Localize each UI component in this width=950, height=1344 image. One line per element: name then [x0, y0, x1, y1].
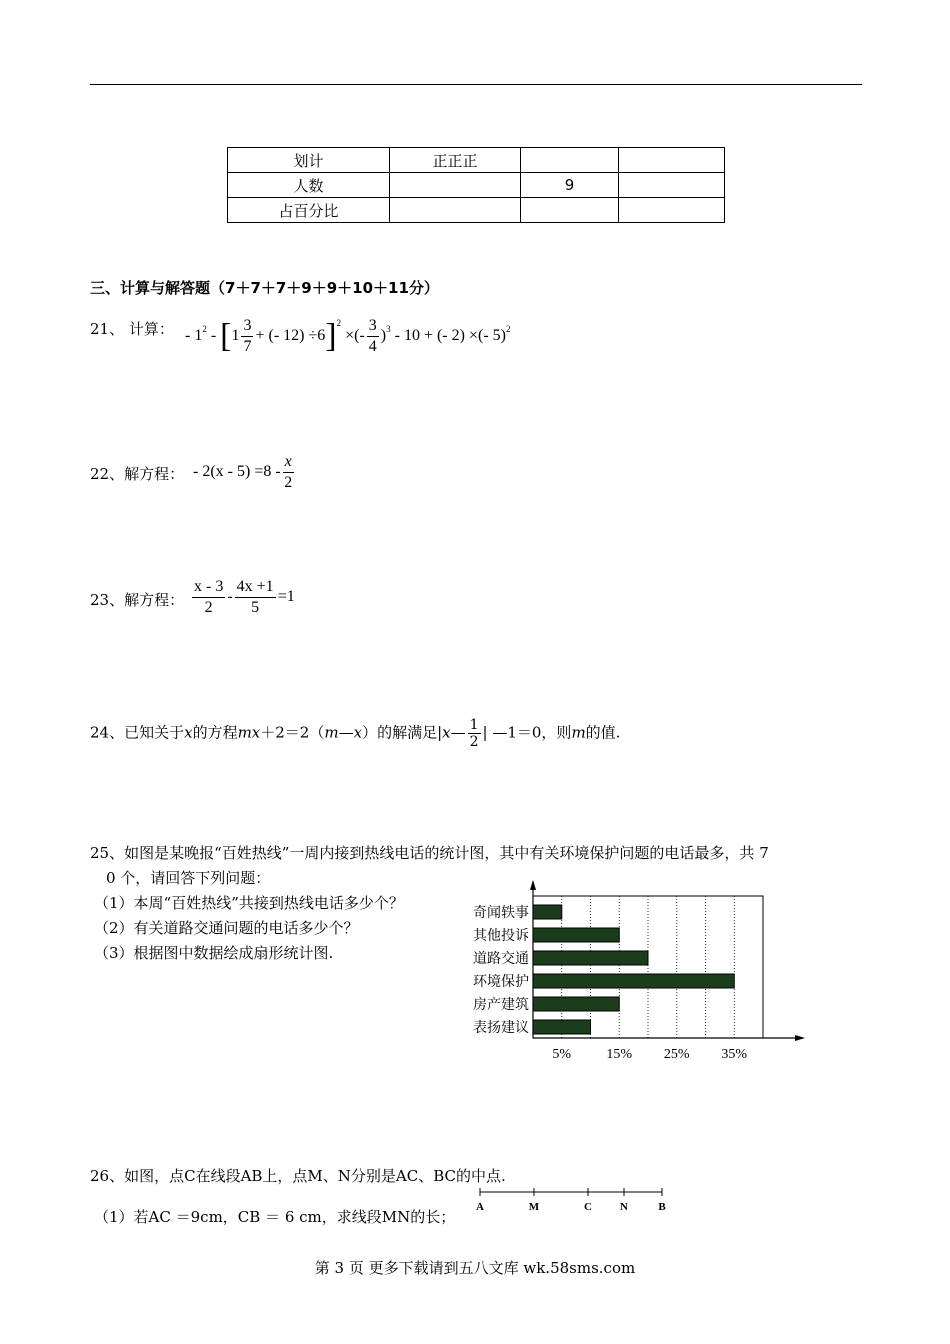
q22-fraction [283, 452, 294, 493]
category-label: 环境保护 [473, 974, 529, 990]
q25-sub3: （3）根据图中数据绘成扇形统计图. [94, 944, 334, 962]
point-label: B [658, 1201, 666, 1213]
q21-term: - 10 + (- 2) ×(- 5) [394, 327, 506, 345]
q21-exp: 3 [386, 324, 391, 335]
q23-op: - [227, 588, 233, 606]
q24-part: 24、已知关于 [90, 723, 185, 742]
frac-den: 2 [204, 599, 213, 616]
q26-sub1: （1）若AC ＝9cm，CB ＝ 6 cm，求线段MN的长； [94, 1208, 456, 1226]
q23-equation [190, 577, 295, 618]
category-label: 其他投诉 [473, 928, 529, 944]
q23-fraction [235, 577, 276, 618]
table-cell: 划计 [228, 148, 390, 173]
q23-fraction [192, 577, 225, 618]
tick-label: 5% [552, 1047, 572, 1062]
table-row [228, 198, 725, 223]
q24-var: mx [237, 723, 261, 742]
q21-exp: 2 [505, 324, 511, 335]
category-label: 表扬建议 [473, 1020, 529, 1036]
point-label: C [584, 1201, 592, 1213]
left-bracket: [ [220, 317, 232, 355]
x-axis-arrow [795, 1035, 805, 1041]
frac-num: 4x +1 [235, 577, 276, 598]
q24-part: | —1＝0，则 [482, 723, 572, 742]
q24-part: 的值. [585, 723, 621, 742]
q21-expression [185, 316, 510, 357]
q22-lhs: - 2(x - 5) =8 - [193, 463, 281, 481]
table-cell: 占百分比 [228, 198, 390, 223]
table-row [228, 148, 725, 173]
point-label: M [528, 1201, 540, 1213]
category-label: 奇闻轶事 [473, 905, 529, 921]
q22-label: 22、解方程： [90, 465, 185, 483]
q24-fraction [468, 717, 481, 750]
table-cell: 人数 [228, 173, 390, 198]
header-rule [90, 84, 862, 85]
q21-exp: 2 [202, 324, 207, 335]
q21-mixed-whole: 1 [231, 327, 240, 345]
table-cell [619, 173, 725, 198]
bar [533, 974, 734, 988]
frac-den: 4 [368, 338, 377, 355]
tick-label: 25% [663, 1047, 690, 1062]
q21-term: - 1 [185, 327, 203, 345]
point-label: N [620, 1201, 628, 1213]
bar [533, 951, 648, 965]
q21-fraction [367, 316, 379, 357]
q24-part: ）的解满足| [362, 723, 443, 742]
tally-table [227, 147, 725, 223]
segment-diagram [470, 1182, 680, 1216]
q24-part: ＋2＝2（ [260, 723, 325, 742]
q23-label: 23、解方程： [90, 591, 185, 609]
table-cell: 9 [521, 173, 619, 198]
tick-label: 35% [721, 1047, 748, 1062]
q25-sub2: （2）有关道路交通问题的电话多少个？ [94, 919, 359, 937]
y-axis-arrow [530, 880, 536, 890]
bar [533, 1020, 591, 1034]
q21-label: 21、 计算： [90, 320, 174, 338]
q23-rhs: =1 [277, 588, 295, 606]
section-title: 三、计算与解答题（7＋7＋7＋9＋9＋10＋11分） [90, 279, 439, 297]
q24-var: x [184, 723, 193, 742]
q21-fraction [241, 316, 253, 357]
point-label: A [476, 1201, 484, 1213]
q24-part: — [450, 723, 466, 742]
q25-line1: 25、如图是某晚报“百姓热线”一周内接到热线电话的统计图，其中有关环境保护问题的电话最多，共 7 [90, 844, 769, 862]
frac-num: x - 3 [192, 577, 225, 598]
table-cell [390, 173, 521, 198]
category-label: 道路交通 [473, 951, 529, 967]
table-cell [521, 148, 619, 173]
tick-label: 15% [606, 1047, 633, 1062]
q24-var: m [571, 723, 586, 742]
table-cell [521, 198, 619, 223]
q26-line1: 26、如图，点C在线段AB上，点M、N分别是AC、BC的中点. [90, 1167, 506, 1185]
bar [533, 905, 562, 919]
q22-equation [193, 452, 296, 493]
q25-line2: 0 个，请回答下列问题： [106, 869, 271, 887]
frac-den: 2 [469, 734, 479, 750]
table-cell [619, 198, 725, 223]
right-bracket: ] [325, 317, 337, 355]
q21-term: - [210, 327, 217, 345]
frac-num: 3 [367, 316, 379, 337]
bar-chart [455, 878, 815, 1068]
q24-var: x [353, 723, 363, 742]
q24-var: x [442, 723, 451, 742]
frac-num: 3 [241, 316, 253, 337]
table-cell: 正正正 [390, 148, 521, 173]
table-cell [619, 148, 725, 173]
page-footer: 第 3 页 更多下载请到五八文库 wk.58sms.com [314, 1259, 636, 1277]
q21-term: ) [380, 327, 387, 345]
table-row [228, 173, 725, 198]
q21-term: ×(- [345, 327, 365, 345]
frac-den: 5 [251, 599, 260, 616]
q24-var: m [324, 723, 339, 742]
bar [533, 928, 619, 942]
frac-num: x [283, 452, 294, 473]
frac-den: 2 [284, 474, 293, 491]
q21-term: + (- 12) ÷6 [255, 327, 326, 345]
frac-den: 7 [243, 338, 252, 355]
q21-exp: 2 [336, 318, 342, 329]
q25-sub1: （1）本周“百姓热线”共接到热线电话多少个？ [94, 894, 404, 912]
q24-part: — [338, 723, 354, 742]
table-cell [390, 198, 521, 223]
frac-num: 1 [469, 717, 479, 733]
category-label: 房产建筑 [473, 997, 529, 1013]
bar [533, 997, 619, 1011]
q24-text [90, 717, 620, 750]
q24-part: 的方程 [192, 723, 238, 742]
